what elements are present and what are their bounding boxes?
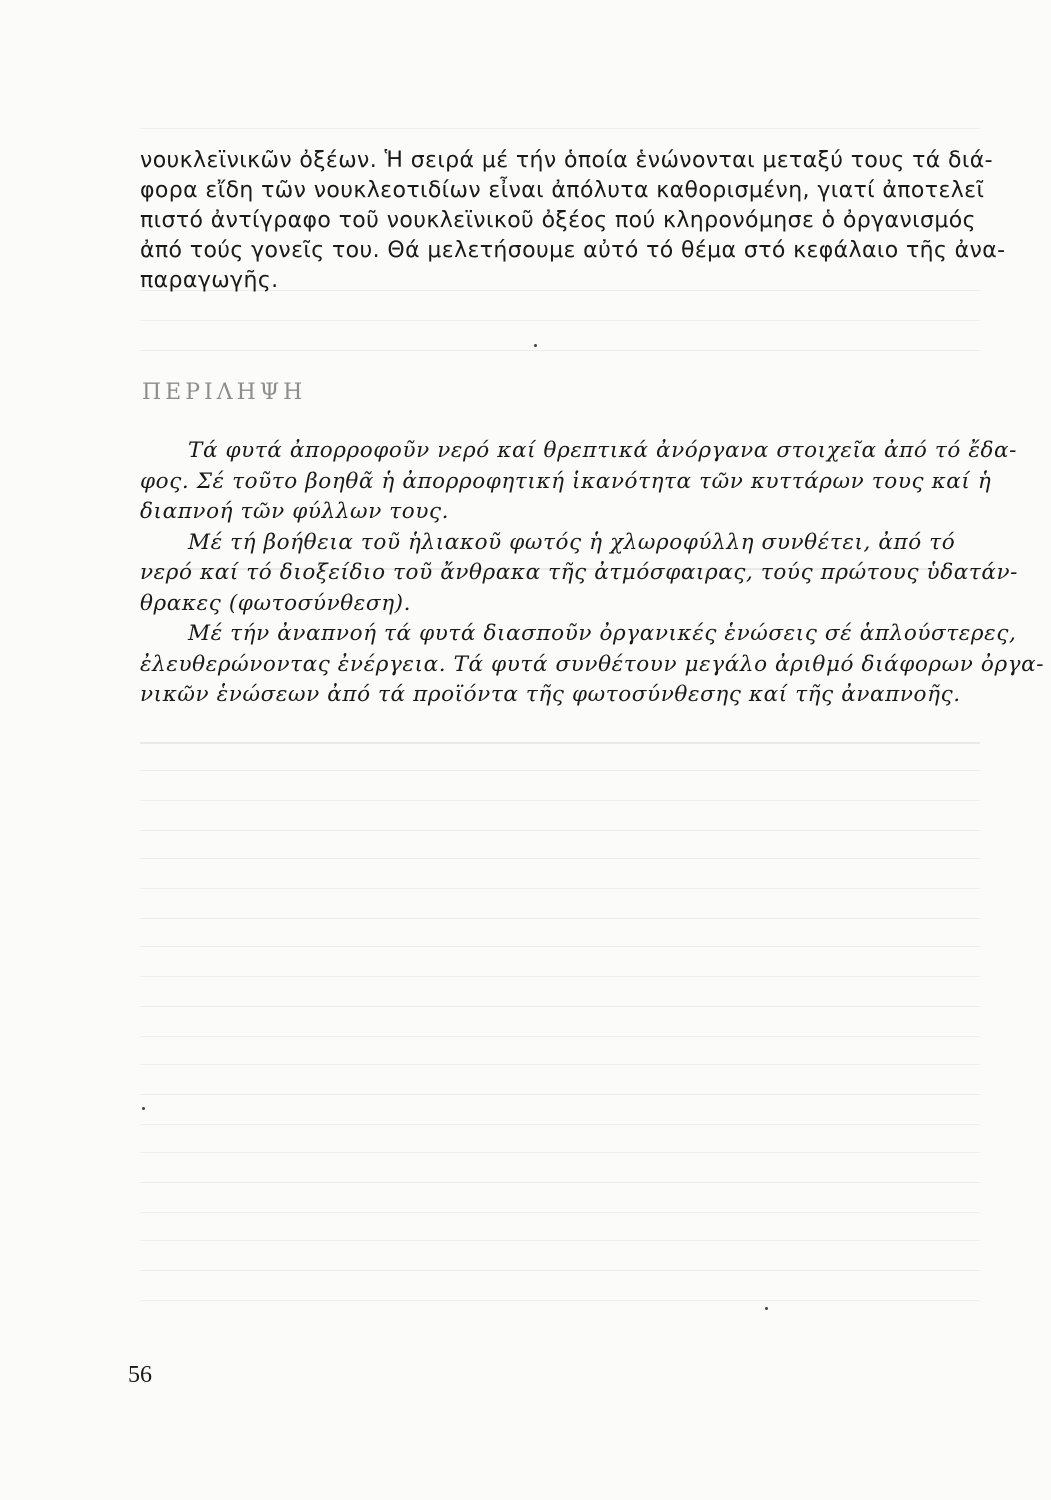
body-line: νουκλεϊνικῶν ὀξέων. Ἡ σειρά μέ τήν ὁποία ἑνώνονται μεταξύ τους τά διά- — [140, 148, 993, 173]
body-line: ἀπό τούς γονεῖς του. Θά μελετήσουμε αὐτό τό θέμα στό κεφάλαιο τῆς ἀνα- — [140, 238, 1006, 263]
summary-line: νερό καί τό διοξείδιο τοῦ ἄνθρακα τῆς ἀτμόσφαιρας, τούς πρώτους ὑδατάν- — [140, 560, 1019, 585]
summary-line: νικῶν ἑνώσεων ἀπό τά προϊόντα τῆς φωτοσύνθεσης καί τῆς ἀναπνοῆς. — [140, 682, 961, 707]
section-heading: ΠΕΡΙΛΗΨΗ — [142, 380, 307, 405]
page-number: 56 — [128, 1362, 152, 1388]
body-line: πιστό ἀντίγραφο τοῦ νουκλεϊνικοῦ ὀξέος πού κληρονόμησε ὁ ὀργανισμός — [140, 208, 976, 233]
ink-speck — [765, 1307, 768, 1310]
summary-line: ἐλευθερώνοντας ἐνέργεια. Τά φυτά συνθέτουν μεγάλο ἀριθμό διάφορων ὀργα- — [140, 651, 1045, 677]
summary-line: φος. Σέ τοῦτο βοηθᾶ ἡ ἀπορροφητική ἱκανότητα τῶν κυττάρων τους καί ἡ — [140, 468, 992, 494]
summary-line: Τά φυτά ἀπορροφοῦν νερό καί θρεπτικά ἀνόργανα στοιχεῖα ἀπό τό ἔδα- — [188, 438, 1018, 463]
ink-speck — [142, 1107, 145, 1110]
summary-line: διαπνοή τῶν φύλλων τους. — [140, 499, 450, 524]
body-line: παραγωγῆς. — [140, 268, 279, 293]
body-line: φορα εἴδη τῶν νουκλεοτιδίων εἶναι ἀπόλυτα καθορισμένη, γιατί ἀποτελεῖ — [140, 178, 985, 203]
body-paragraph — [140, 146, 1006, 296]
summary-line: Μέ τήν ἀναπνοή τά φυτά διασποῦν ὀργανικές ἑνώσεις σέ ἁπλούστερες, — [188, 621, 1017, 646]
summary-line: θρακες (φωτοσύνθεση). — [140, 590, 412, 616]
summary-block — [140, 436, 1045, 711]
ink-speck — [534, 344, 537, 347]
summary-line: Μέ τή βοήθεια τοῦ ἡλιακοῦ φωτός ἡ χλωροφύλλη συνθέτει, ἀπό τό — [188, 529, 956, 555]
